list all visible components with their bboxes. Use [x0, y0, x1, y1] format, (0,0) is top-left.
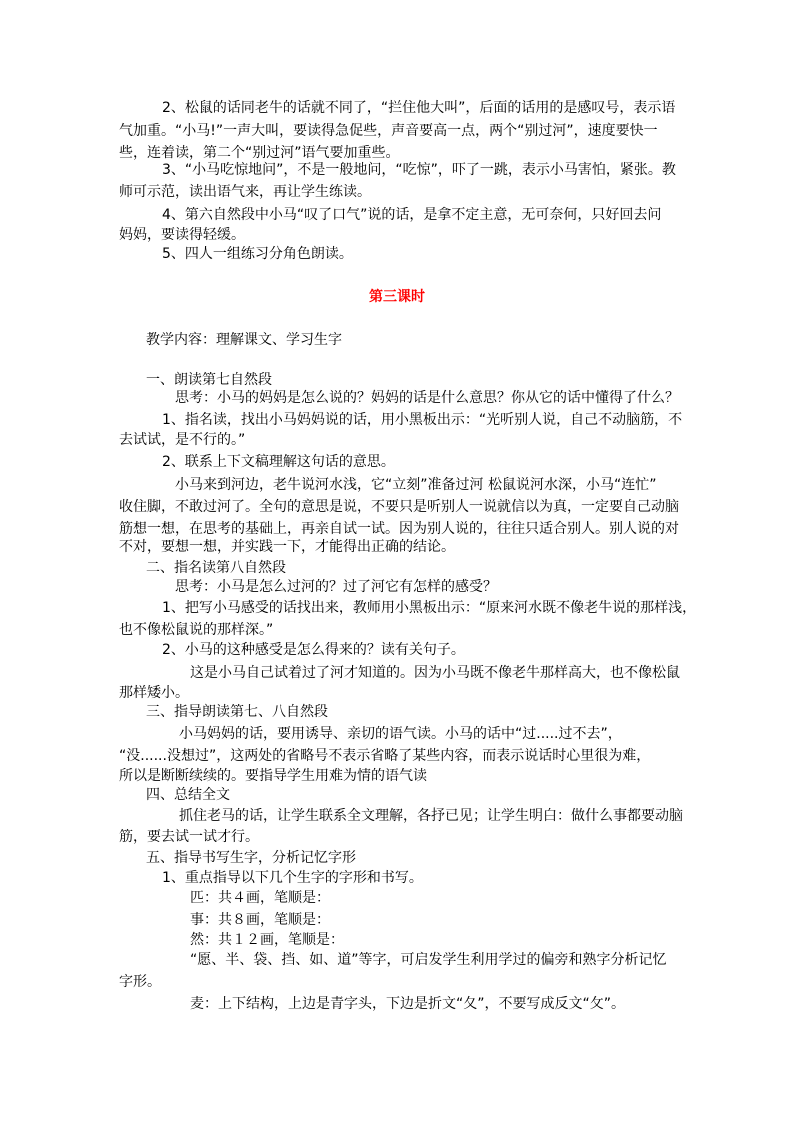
part-1-step-2: 2、联系上下文稿理解这句话的意思。	[162, 454, 395, 470]
part-1-heading: 一、朗读第七自然段	[146, 372, 272, 388]
part-2-explain-line-1: 这是小马自己试着过了河才知道的。因为小马既不像老牛那样高大，也不像松鼠	[190, 665, 680, 681]
part-2-step-1-line-1: 1、把写小马感受的话找出来，教师用小黑板出示：“原来河水既不像老牛说的那样浅，	[162, 600, 697, 616]
char-mai-note: 麦：上下结构，上边是青字头，下边是折文“夂”，不要写成反文“攵”。	[190, 996, 626, 1012]
char-pi-stroke: 匹：共４画，笔顺是：	[190, 890, 330, 906]
paragraph-3-line-1: 3、“小马吃惊地问”，不是一般地问，“吃惊”，吓了一跳，表示小马害怕，紧张。教	[162, 162, 676, 178]
part-5-step-1: 1、重点指导以下几个生字的字形和书写。	[162, 870, 423, 886]
part-1-step-1-line-2: 去试试，是不行的。”	[119, 432, 246, 448]
part-2-think: 思考：小马是怎么过河的？过了河它有怎样的感受？	[175, 579, 497, 595]
part-1-explain-line-2: 收住脚，不敢过河了。全句的意思是说，不要只是听别人一说就信以为真，一定要自己动脑	[119, 499, 679, 515]
char-group-line-1: “愿、半、袋、挡、如、道”等字，可启发学生利用学过的偏旁和熟字分析记忆	[190, 952, 667, 968]
lesson-title: 第三课时	[369, 289, 425, 305]
paragraph-2-line-2: 气加重。“小马!”一声大叫，要读得急促些，声音要高一点，两个“别过河”，速度要快一	[119, 123, 658, 139]
part-3-line-3: 所以是断断续续的。要指导学生用难为情的语气读	[119, 768, 427, 784]
paragraph-2-line-1: 2、松鼠的话同老牛的话就不同了，“拦住他大叫”，后面的话用的是感叹号，表示语	[162, 100, 676, 116]
part-2-explain-line-2: 那样矮小。	[119, 685, 189, 701]
part-1-explain-line-1: 小马来到河边，老牛说河水浅，它“立刻”准备过河 松鼠说河水深，小马“连忙”	[175, 477, 657, 493]
paragraph-3-line-2: 师可示范，读出语气来，再让学生练读。	[119, 184, 371, 200]
paragraph-2-line-3: 些，连着读，第二个“别过河”语气要加重些。	[119, 145, 400, 161]
part-1-explain-line-3: 筋想一想，在思考的基础上，再亲自试一试。因为别人说的，往往只适合别人。别人说的对	[119, 521, 679, 537]
part-4-line-1: 抓住老马的话，让学生联系全文理解，各抒已见；让学生明白：做什么事都要动脑	[179, 808, 683, 824]
part-2-step-1-line-2: 也不像松鼠说的那样深。”	[119, 622, 274, 638]
part-2-heading: 二、指名读第八自然段	[146, 560, 286, 576]
part-2-step-2: 2、小马的这种感受是怎么得来的？读有关句子。	[162, 642, 465, 658]
part-1-think: 思考：小马的妈妈是怎么说的？妈妈的话是什么意思？你从它的话中懂得了什么？	[175, 390, 679, 406]
teaching-content: 教学内容：理解课文、学习生字	[146, 332, 342, 348]
part-4-line-2: 筋，要去试一试才行。	[119, 829, 259, 845]
char-shi-stroke: 事：共８画，笔顺是：	[190, 912, 330, 928]
part-3-heading: 三、指导朗读第七、八自然段	[146, 704, 328, 720]
part-1-step-1-line-1: 1、指名读，找出小马妈妈说的话，用小黑板出示：“光听别人说，自己不动脑筋，不	[162, 412, 683, 428]
char-ran-stroke: 然：共１２画，笔顺是：	[190, 932, 344, 948]
part-4-heading: 四、总结全文	[146, 787, 230, 803]
paragraph-4-line-1: 4、第六自然段中小马“叹了口气”说的话，是拿不定主意，无可奈何，只好回去问	[162, 207, 662, 223]
char-group-line-2: 字形。	[119, 974, 161, 990]
paragraph-5: 5、四人一组练习分角色朗读。	[162, 246, 353, 262]
part-1-explain-line-4: 不对，要想一想，并实践一下，才能得出正确的结论。	[119, 539, 455, 555]
paragraph-4-line-2: 妈妈，要读得轻缓。	[119, 227, 245, 243]
part-5-heading: 五、指导书写生字，分析记忆字形	[146, 850, 356, 866]
part-3-line-1: 小马妈妈的话，要用诱导、亲切的语气读。小马的话中“过.....过不去”，	[179, 726, 622, 742]
part-3-line-2: “没......没想过”，这两处的省略号不表示省略了某些内容，而表示说话时心里很为难，	[119, 748, 651, 764]
